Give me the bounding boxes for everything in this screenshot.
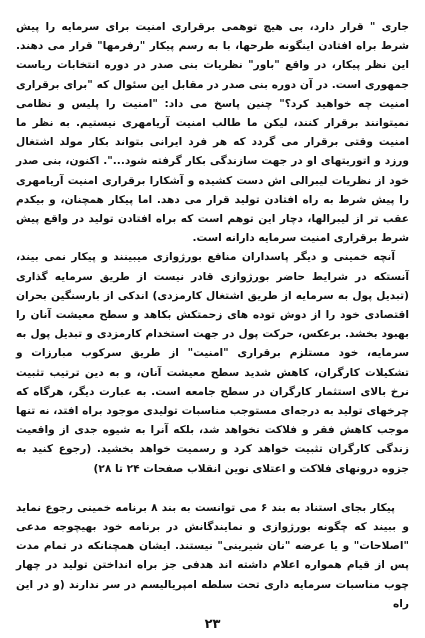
paragraph-3: پیکار بجای استناد به بند ۶ می توانست به بند ۸ برنامه خمینی رجوع نماید و ببیند که چگونه بورژوازی و نمایندگانش در برنامه خود بهیچوجه مدعی "اصلاحات" و یا عرضه "نان شیرینی" نیستند. ایشان همچنانکه در تمام مدت پس از قیام همواره اعلام داشته اند هدفی جز براه انداختن تولید در چهار چوب مناسبات سرمایه داری تحت سلطه امپریالیسم در سر ندارند (و در این راه [16,501,409,610]
paragraph-2: آنچه خمینی و دیگر پاسداران منافع بورژوازی میبینند و پیکار نمی بیند، آنستکه در شرایط حاضر بورژوازی قادر نیست از طریق سرمایه گذاری (تبدیل پول به سرمایه از طریق اشتغال کارمزدی) اندکی از بارسنگین بحران اقتصادی خود را از دوش توده های زحمتکش بکاهد و سطح معیشت آنان را بهبود بخشد. برعکس، حرکت پول در جهت استخدام کارمزدی و تبدیل پول به سرمایه، خود مستلزم برقراری "امنیت" از طریق سرکوب مبارزات و تشکیلات کارگران، کاهش شدید سطح معیشت آنان، و به دین ترتیب تثبیت نرخ بالای استثمار کارگران در سطح جامعه است. به عبارت دیگر، هرگاه که چرخهای تولید به درجه‌ای مستوجب مناسبات تولیدی موجود براه افتد، نه تنها موجب کاهش فقر و فلاکت نخواهد شد، بلکه آنرا به شیوه جدی از واقعیت زندگی کارگران تثبیت خواهد کرد و رسمیت خواهد بخشید. (رجوع کنید به جزوه درونهای فلاکت و اعتلای نوین انقلاب صفحات ۲۴ تا ۲۸) [16,251,409,475]
paragraph-1: جاری " قرار دارد، بی هیچ توهمی برقراری امنیت برای سرمایه را پیش شرط براه افتادن اینگونه طرحها، با به رسم پیکار "رفرمها" قرار می دهند. این نظر پیکار، در واقع "باور" نظریات بنی صدر در دوره انتخابات ریاست جمهوری است. در آن دوره بنی صدر در مقابل این سئوال که "برای برقراری امنیت چه خواهید کرد؟" چنین پاسخ می داد: "امنیت را پلیس و نظامی نمیتوانند برقرار کنند، لیکن ما طالب امنیت آریامهری نیستیم. به نظر ما امنیت وقتی برقرار می گردد که هر فرد ایرانی بتواند بکار مولد اشتغال ورزد و اتوریتهای او در جهت سازندگی بکار گرفته شود...". اکنون، بنی صدر خود از نظریات لیبرالی اش دست کشیده و آشکارا برقراری امنیت آریامهری را پیش شرط به راه افتادن تولید قرار می دهد. اما پیکار همچنان، و بیکدم عقب تر از لیبرالها، دچار این توهم است که براه افتادن تولید در واقع پیش شرط برقراری امنیت سرمایه دارانه است. [16,21,409,245]
page-number: ۲۳ [204,617,221,632]
